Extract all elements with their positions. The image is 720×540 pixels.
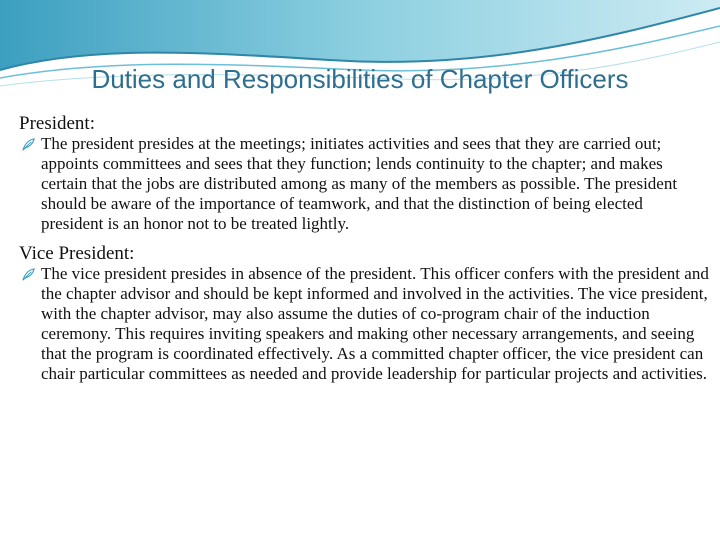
president-duties-text: The president presides at the meetings; initiates activities and sees that they are carried out; appoints committees and sees that they function; lends continuity to the chapter; and makes certain that the jobs are distributed among as many of the members as possible. The president should be aware of the importance of teamwork, and that the distinction of being elected president is an honor not to be treated lightly. [41,134,678,233]
vice-president-duties-text: The vice president presides in absence of the president. This officer confers with the president and the chapter advisor and should be kept informed and involved in the activities. The vice president, with the chapter advisor, may also assume the duties of co-program chair of the induction ceremony. This requires inviting speakers and making other necessary arrangements, and seeing that the program is coordinated effectively. As a committed chapter officer, the vice president can chair particular committees as needed and provide leadership for particular projects and activities. [41,264,709,383]
president-duties [19,134,709,234]
vice-president-heading: Vice President: [19,243,135,264]
vice-president-duties [19,264,709,384]
president-heading: President: [19,113,95,134]
slide-content [19,114,709,384]
slide-title: Duties and Responsibilities of Chapter Officers [91,64,629,94]
feather-bullet-icon [21,137,36,152]
feather-bullet-icon [21,267,36,282]
